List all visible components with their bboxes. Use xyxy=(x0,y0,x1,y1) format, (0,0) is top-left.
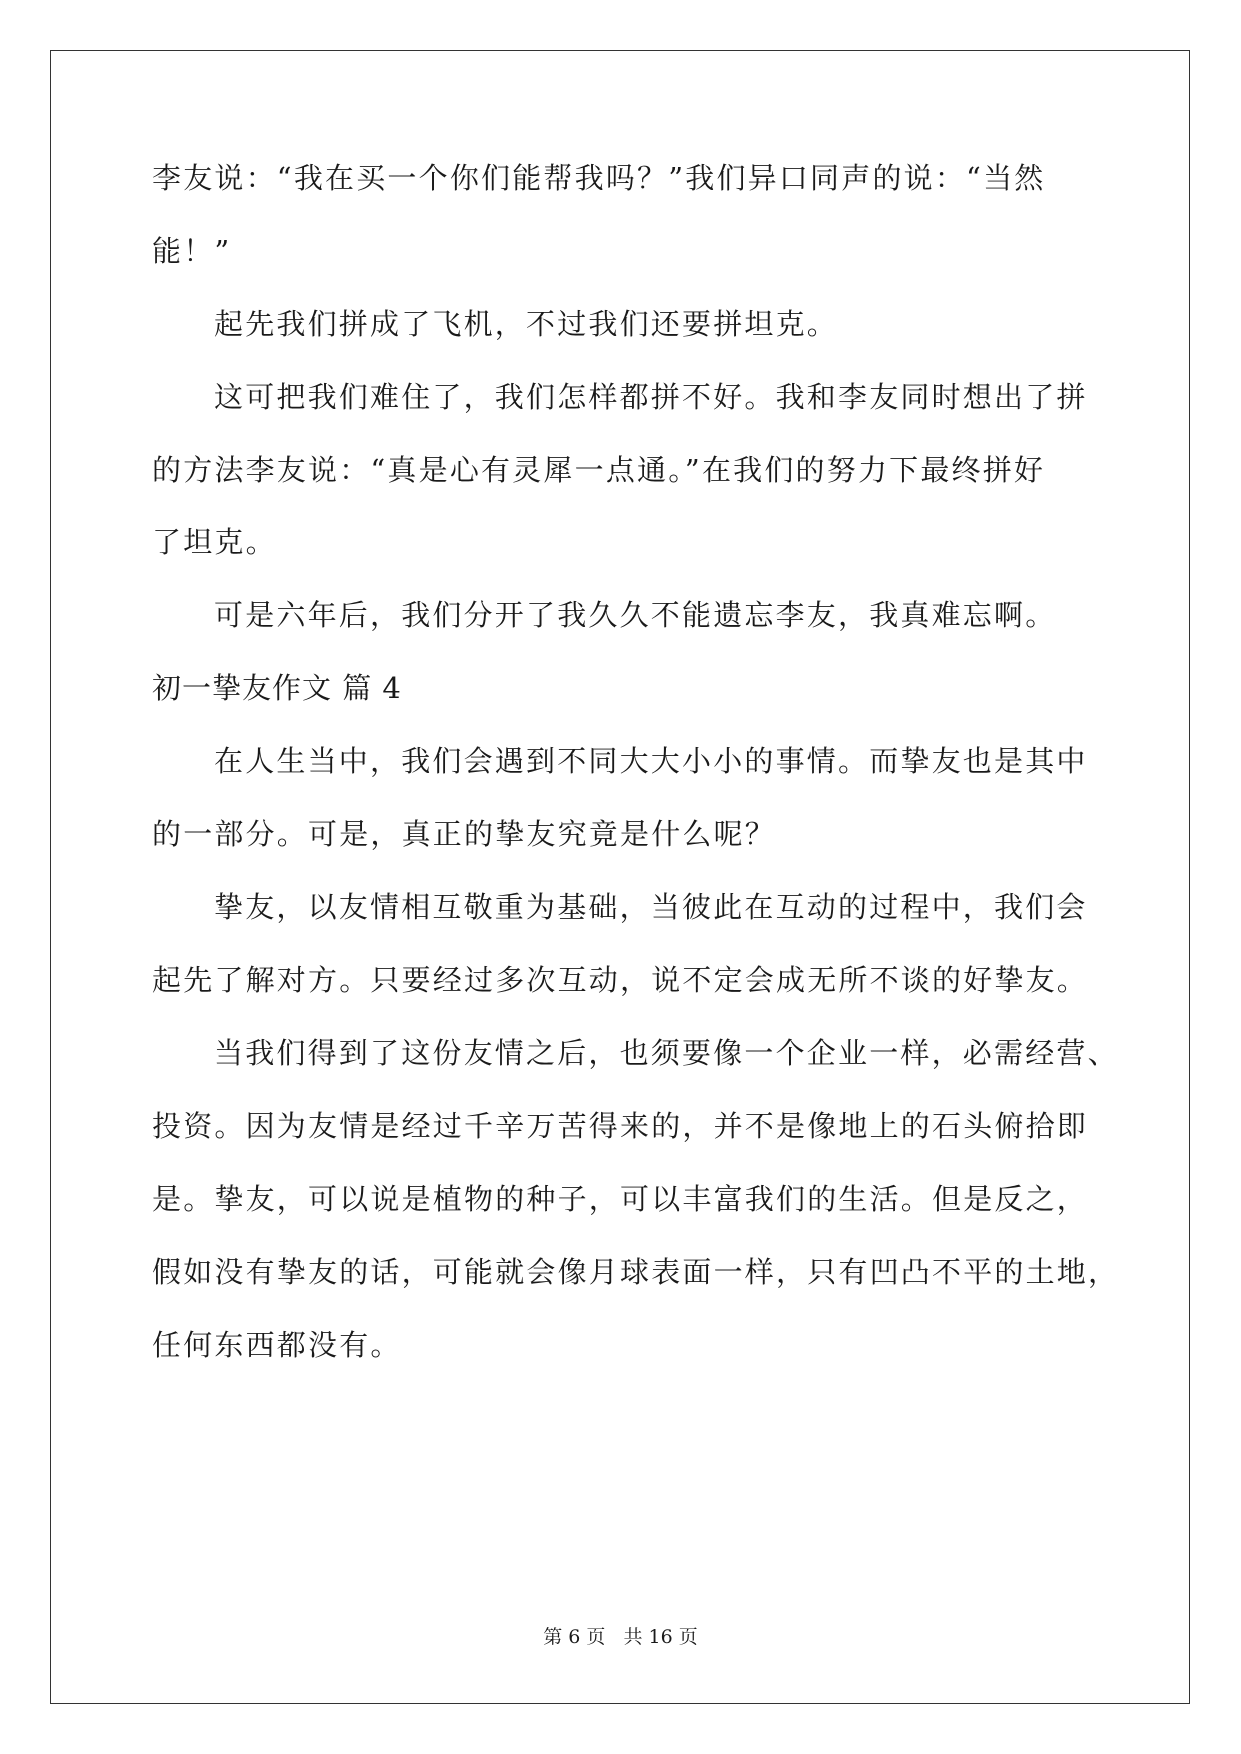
text-line-13: 当我们得到了这份友情之后，也须要像一个企业一样，必需经营、 xyxy=(214,1036,1119,1070)
text-line-2: 能！” xyxy=(152,234,232,268)
text-line-12: 起先了解对方。只要经过多次互动，说不定会成无所不谈的好挚友。 xyxy=(152,963,1089,997)
page-footer xyxy=(0,1625,1241,1649)
text-line-10: 的一部分。可是，真正的挚友究竟是什么呢？ xyxy=(152,817,777,851)
text-line-5: 的方法李友说：“真是心有灵犀一点通。”在我们的努力下最终拼好 xyxy=(152,453,1046,487)
page-border xyxy=(50,50,1190,1704)
page-total: 共 16 页 xyxy=(623,1626,698,1648)
text-line-14: 投资。因为友情是经过千辛万苦得来的，并不是像地上的石头俯拾即 xyxy=(152,1109,1089,1143)
text-line-1: 李友说：“我在买一个你们能帮我吗？”我们异口同声的说：“当然 xyxy=(152,161,1046,195)
text-line-15: 是。挚友，可以说是植物的种子，可以丰富我们的生活。但是反之， xyxy=(152,1182,1089,1216)
text-line-11: 挚友，以友情相互敬重为基础，当彼此在互动的过程中，我们会 xyxy=(214,890,1088,924)
text-line-17: 任何东西都没有。 xyxy=(152,1328,402,1362)
text-line-7: 可是六年后，我们分开了我久久不能遗忘李友，我真难忘啊。 xyxy=(214,598,1057,632)
page-number: 第 6 页 xyxy=(543,1626,606,1648)
text-line-16: 假如没有挚友的话，可能就会像月球表面一样，只有凹凸不平的土地， xyxy=(152,1255,1120,1289)
text-line-4: 这可把我们难住了，我们怎样都拼不好。我和李友同时想出了拼 xyxy=(214,380,1088,414)
text-line-9: 在人生当中，我们会遇到不同大大小小的事情。而挚友也是其中 xyxy=(214,744,1088,778)
section-heading: 初一挚友作文 篇 4 xyxy=(152,671,402,705)
text-line-3: 起先我们拼成了飞机，不过我们还要拼坦克。 xyxy=(214,307,839,341)
text-line-6: 了坦克。 xyxy=(152,525,277,559)
